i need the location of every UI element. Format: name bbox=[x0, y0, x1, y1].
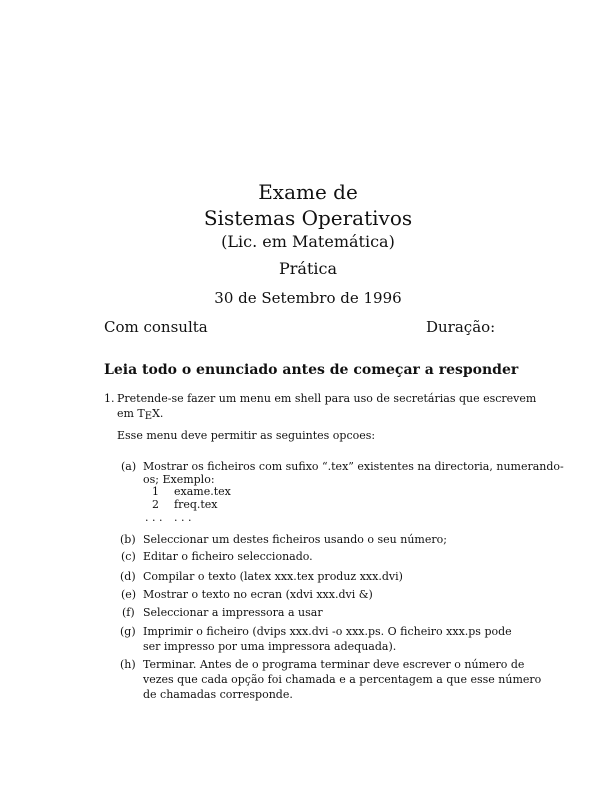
example-file: freq.tex bbox=[174, 498, 218, 511]
exam-title-line1: Exame de bbox=[258, 180, 358, 204]
option-label: (d) bbox=[120, 570, 136, 583]
option-label: (g) bbox=[120, 625, 136, 638]
example-number: . . . bbox=[145, 511, 163, 524]
option-label: (b) bbox=[120, 533, 136, 546]
option-text-line: Imprimir o ficheiro (dvips xxx.dvi -o xxx.ps. O ficheiro xxx.ps pode bbox=[143, 625, 512, 638]
duration-label: Duração: bbox=[426, 318, 496, 336]
option-label: (a) bbox=[121, 460, 137, 473]
option-text-line: de chamadas corresponde. bbox=[143, 688, 293, 701]
option-text-line: vezes que cada opção foi chamada e a percentagem a que esse número bbox=[143, 673, 542, 686]
example-file: exame.tex bbox=[174, 485, 231, 498]
option-text-line: Editar o ficheiro seleccionado. bbox=[143, 550, 313, 563]
example-file: . . . bbox=[174, 511, 192, 524]
tex-e: E bbox=[144, 411, 153, 422]
option-text-line: Mostrar os ficheiros com sufixo “.tex” existentes na directoria, numerando- bbox=[143, 460, 564, 473]
exam-date: 30 de Setembro de 1996 bbox=[214, 289, 402, 307]
question-number: 1. bbox=[104, 392, 115, 405]
question-intro-line2 bbox=[117, 406, 163, 422]
options-intro: Esse menu deve permitir as seguintes opcoes: bbox=[117, 429, 376, 442]
option-text-line: Terminar. Antes de o programa terminar deve escrever o número de bbox=[143, 658, 525, 671]
option-label: (f) bbox=[122, 606, 135, 619]
option-text-line: Seleccionar a impressora a usar bbox=[143, 606, 323, 619]
option-text-line: Seleccionar um destes ficheiros usando o seu número; bbox=[143, 533, 447, 546]
option-label: (h) bbox=[120, 658, 136, 671]
exam-kind: Prática bbox=[279, 259, 337, 278]
option-label: (c) bbox=[121, 550, 136, 563]
tex-prefix: em T bbox=[117, 407, 145, 420]
exam-subtitle: (Lic. em Matemática) bbox=[221, 232, 395, 251]
exam-title-line2: Sistemas Operativos bbox=[203, 206, 413, 230]
consultation-note: Com consulta bbox=[104, 318, 208, 336]
option-text-line: ser impresso por uma impressora adequada). bbox=[143, 640, 397, 653]
tex-suffix: X. bbox=[152, 407, 164, 420]
example-number: 2 bbox=[152, 498, 159, 511]
option-text-line: os; Exemplo: bbox=[143, 473, 215, 486]
option-text-line: Mostrar o texto no ecran (xdvi xxx.dvi &) bbox=[143, 588, 373, 601]
option-text-line: Compilar o texto (latex xxx.tex produz xxx.dvi) bbox=[143, 570, 403, 583]
instruction-heading: Leia todo o enunciado antes de começar a responder bbox=[104, 362, 519, 378]
example-number: 1 bbox=[152, 485, 159, 498]
question-intro-line1: Pretende-se fazer um menu em shell para uso de secretárias que escrevem bbox=[117, 392, 537, 405]
option-label: (e) bbox=[121, 588, 137, 601]
